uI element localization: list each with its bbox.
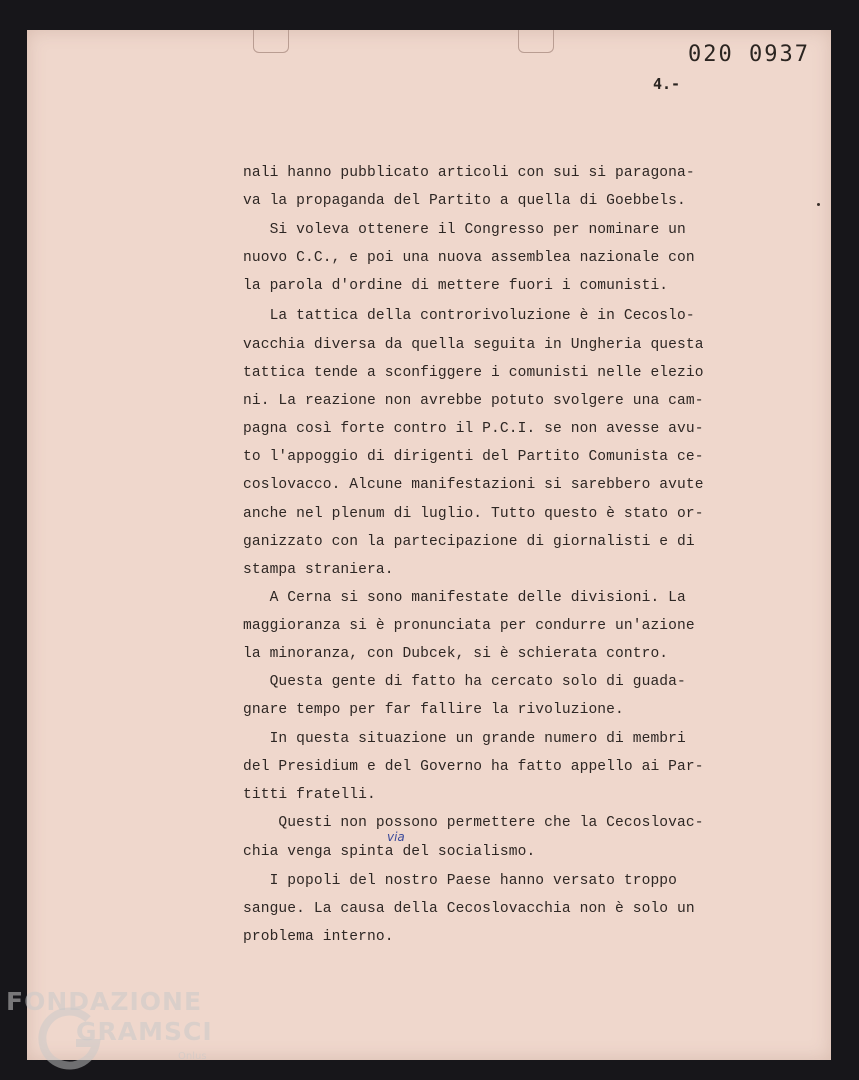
text-line: pagna così forte contro il P.C.I. se non avesse avu- (243, 421, 704, 437)
text-line: Si voleva ottenere il Congresso per nominare un (243, 222, 686, 238)
text-line: va la propaganda del Partito a quella di Goebbels. (243, 193, 686, 209)
text-line: gnare tempo per far fallire la rivoluzione. (243, 702, 624, 718)
text-line: sangue. La causa della Cecoslovacchia non è solo un (243, 901, 695, 917)
text-line: ni. La reazione non avrebbe potuto svolgere una cam- (243, 393, 704, 409)
watermark-line2: GRAMSCI (76, 1017, 213, 1046)
text-line: problema interno. (243, 929, 394, 945)
text-line: A Cerna si sono manifestate delle divisioni. La (243, 590, 686, 606)
text-line: titti fratelli. (243, 787, 376, 803)
text-line: stampa straniera. (243, 562, 394, 578)
text-line: vacchia diversa da quella seguita in Ungheria questa (243, 337, 704, 353)
text-line: I popoli del nostro Paese hanno versato troppo (243, 873, 678, 889)
text-line: la minoranza, con Dubcek, si è schierata contro. (243, 646, 669, 662)
watermark-line1: FONDAZIONE (6, 987, 203, 1016)
text-line: tattica tende a sconfiggere i comunisti nelle elezio (243, 365, 704, 381)
text-line: anche nel plenum di luglio. Tutto questo è stato or- (243, 506, 704, 522)
text-line: la parola d'ordine di mettere fuori i comunisti. (243, 278, 669, 294)
text-line: ganizzato con la partecipazione di giornalisti e di (243, 534, 695, 550)
text-line: Questa gente di fatto ha cercato solo di guada- (243, 674, 686, 690)
text-line: Questi non possono permettere che la Cecoslovac- (243, 815, 704, 831)
text-line: del Presidium e del Governo ha fatto appello ai Par- (243, 759, 704, 775)
watermark-line3: Onlus (178, 1051, 207, 1062)
text-line: In questa situazione un grande numero di membri (243, 731, 686, 747)
fondazione-gramsci-watermark (6, 985, 216, 1070)
ink-speck (817, 203, 820, 206)
text-line: chia venga spinta del socialismo. (243, 844, 536, 860)
text-line: to l'appoggio di dirigenti del Partito Comunista ce- (243, 449, 704, 465)
text-line: La tattica della controrivoluzione è in Cecoslo- (243, 308, 695, 324)
staple-mark-left (253, 30, 289, 53)
staple-mark-right (518, 30, 554, 53)
archive-number: 020 0937 (688, 42, 810, 67)
handwritten-correction: via (387, 830, 405, 844)
page-number: 4.- (653, 75, 681, 93)
text-line: nali hanno pubblicato articoli con sui si paragona- (243, 165, 695, 181)
text-line: nuovo C.C., e poi una nuova assemblea nazionale con (243, 250, 695, 266)
text-line: maggioranza si è pronunciata per condurre un'azione (243, 618, 695, 634)
text-line: coslovacco. Alcune manifestazioni si sarebbero avute (243, 477, 704, 493)
